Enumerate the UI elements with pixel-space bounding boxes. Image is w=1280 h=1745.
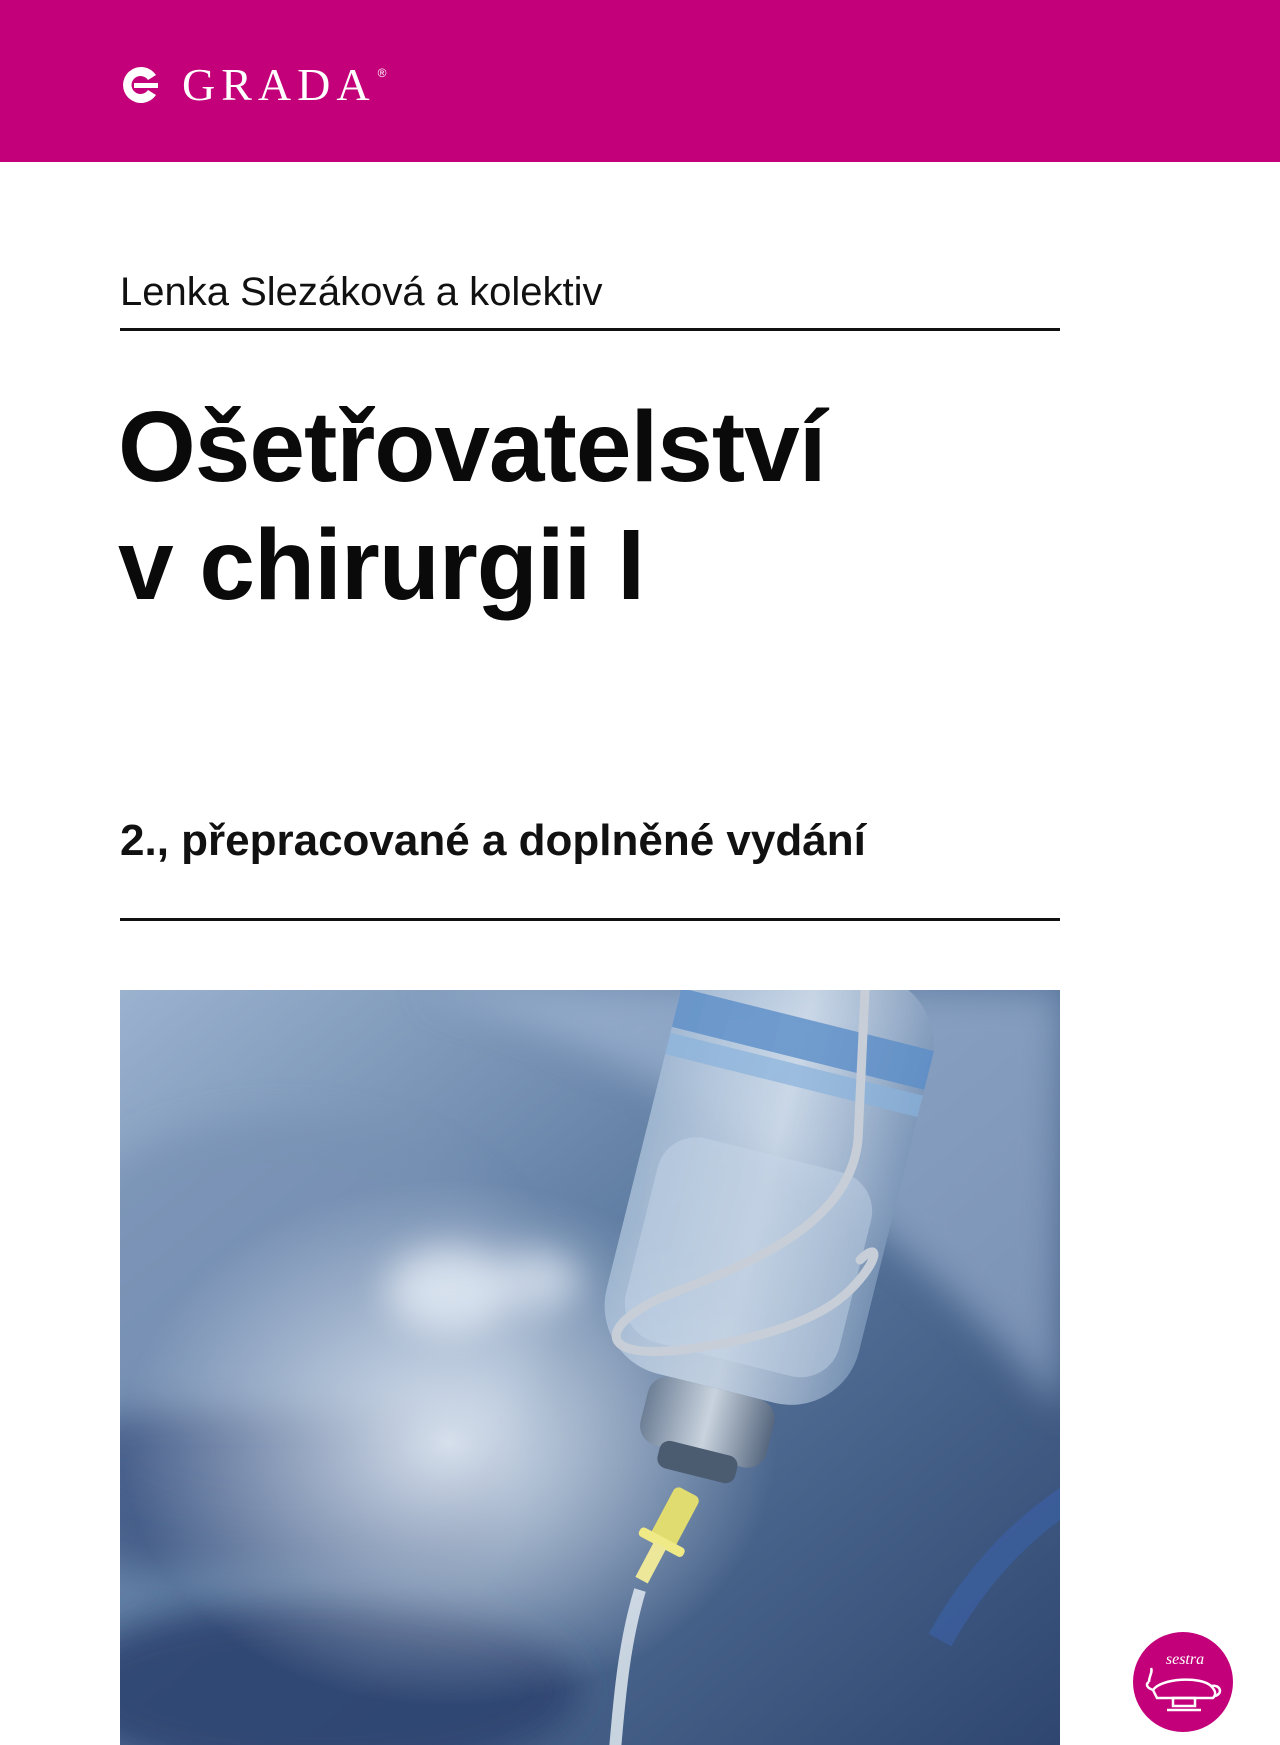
publisher-logo	[118, 59, 387, 110]
grada-logo-icon	[118, 62, 162, 108]
author-line: Lenka Slezáková a kolektiv	[120, 270, 603, 314]
divider-top	[120, 328, 1060, 331]
publisher-name: GRADA	[182, 59, 376, 110]
badge-label: sestra	[1165, 1651, 1205, 1668]
title-line-1: Ošetřovatelství	[118, 391, 826, 503]
book-title	[118, 388, 1078, 624]
registered-mark: ®	[377, 66, 387, 80]
divider-bottom	[120, 918, 1060, 921]
edition-line: 2., přepracované a doplněné vydání	[120, 816, 866, 865]
iv-infusion-bottle-icon	[120, 990, 1060, 1745]
sestra-series-badge	[1131, 1630, 1235, 1734]
title-line-2: v chirurgii I	[118, 509, 645, 621]
cover-photo	[120, 990, 1060, 1745]
